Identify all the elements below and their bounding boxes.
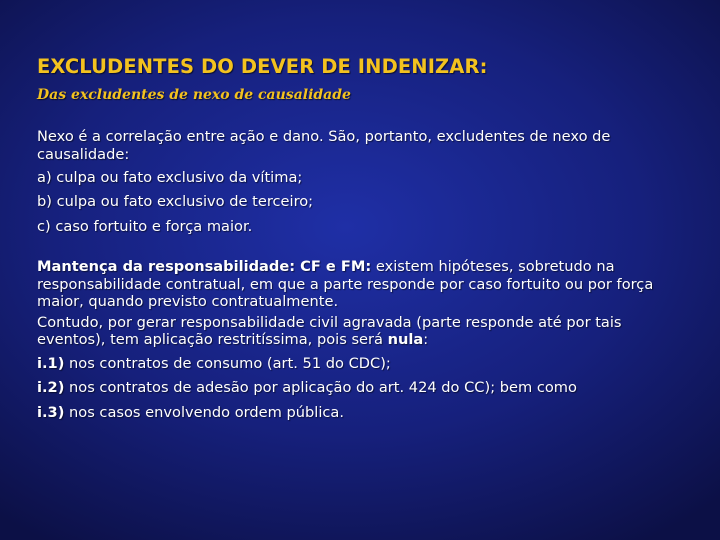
slide-subtitle: Das excludentes de nexo de causalidade (37, 87, 351, 103)
case-text: nos contratos de consumo (art. 51 do CDC); (64, 354, 391, 372)
list-item: b) culpa ou fato exclusivo de terceiro; (37, 193, 314, 211)
list-item: a) culpa ou fato exclusivo da vítima; (37, 169, 303, 186)
however-bold-word: nula (387, 331, 424, 349)
case-text: nos casos envolvendo ordem pública. (64, 403, 344, 421)
maintenance-paragraph (37, 258, 687, 311)
slide-title: EXCLUDENTES DO DEVER DE INDENIZAR: (37, 55, 488, 78)
case-item (37, 376, 687, 400)
case-label: i.2) (37, 379, 65, 397)
maintenance-text: existem hipóteses, sobretudo na responsabilidade contratual, em que a parte responde por caso fortuito ou por força maior, quando previsto contratualmente. (37, 258, 654, 311)
case-item (37, 352, 687, 376)
however-text-end: : (423, 331, 429, 349)
maintenance-block (37, 258, 687, 425)
case-item (37, 401, 687, 425)
however-text: Contudo, por gerar responsabilidade civil agravada (parte responde até por tais eventos), tem aplicação restritíssima, pois será (37, 313, 622, 349)
however-paragraph (37, 314, 687, 349)
causality-block (37, 128, 687, 239)
list-item: c) caso fortuito e força maior. (37, 217, 253, 235)
case-label: i.3) (37, 403, 65, 421)
case-label: i.1) (37, 354, 65, 372)
maintenance-label: Mantença da responsabilidade: CF e FM: (37, 258, 372, 276)
case-text: nos contratos de adesão por aplicação do art. 424 do CC); bem como (64, 379, 577, 397)
slide-content (37, 54, 687, 425)
intro-paragraph: Nexo é a correlação entre ação e dano. São, portanto, excludentes de nexo de causalidade: (37, 128, 611, 163)
